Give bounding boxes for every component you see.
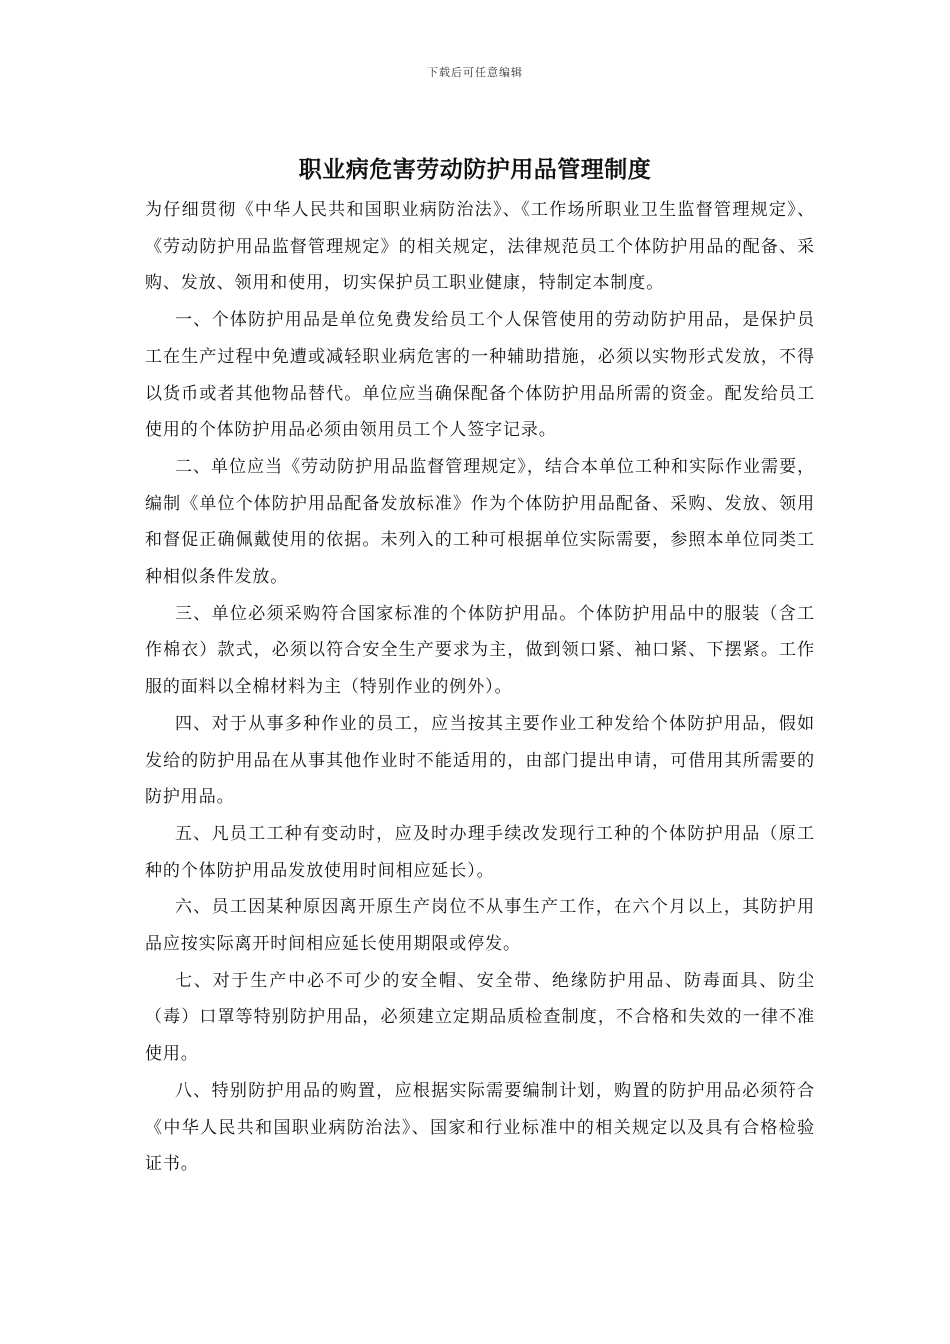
clause-5-paragraph: 五、凡员工工种有变动时，应及时办理手续改发现行工种的个体防护用品（原工种的个体防护用品发放使用时间相应延长）。 [145, 823, 815, 881]
document-body [145, 192, 815, 1183]
clause-7-paragraph: 七、对于生产中必不可少的安全帽、安全带、绝缘防护用品、防毒面具、防尘（毒）口罩等特别防护用品，必须建立定期品质检查制度，不合格和失效的一律不准使用。 [145, 970, 815, 1065]
header-note: 下载后可任意编辑 [427, 66, 523, 79]
clause-8-paragraph: 八、特别防护用品的购置，应根据实际需要编制计划，购置的防护用品必须符合《中华人民共和国职业病防治法》、国家和行业标准中的相关规定以及具有合格检验证书。 [145, 1080, 815, 1175]
clause-1-paragraph: 一、个体防护用品是单位免费发给员工个人保管使用的劳动防护用品，是保护员工在生产过程中免遭或减轻职业病危害的一种辅助措施，必须以实物形式发放，不得以货币或者其他物品替代。单位应当确保配备个体防护用品所需的资金。配发给员工使用的个体防护用品必须由领用员工个人签字记录。 [145, 310, 815, 441]
clause-6-paragraph: 六、员工因某种原因离开原生产岗位不从事生产工作，在六个月以上，其防护用品应按实际离开时间相应延长使用期限或停发。 [145, 897, 815, 955]
clause-4-paragraph: 四、对于从事多种作业的员工，应当按其主要作业工种发给个体防护用品，假如发给的防护用品在从事其他作业时不能适用的，由部门提出申请，可借用其所需要的防护用品。 [145, 713, 815, 808]
intro-paragraph: 为仔细贯彻《中华人民共和国职业病防治法》、《工作场所职业卫生监督管理规定》、《劳动防护用品监督管理规定》的相关规定，法律规范员工个体防护用品的配备、采购、发放、领用和使用，切实保护员工职业健康，特制定本制度。 [145, 200, 815, 294]
clause-2-paragraph: 二、单位应当《劳动防护用品监督管理规定》，结合本单位工种和实际作业需要，编制《单位个体防护用品配备发放标准》作为个体防护用品配备、采购、发放、领用和督促正确佩戴使用的依据。未列入的工种可根据单位实际需要，参照本单位同类工种相似条件发放。 [145, 456, 815, 588]
clause-3-paragraph: 三、单位必须采购符合国家标准的个体防护用品。个体防护用品中的服装（含工作棉衣）款式，必须以符合安全生产要求为主，做到领口紧、袖口紧、下摆紧。工作服的面料以全棉材料为主（特别作业的例外）。 [145, 603, 815, 698]
document-title: 职业病危害劳动防护用品管理制度 [298, 157, 652, 183]
